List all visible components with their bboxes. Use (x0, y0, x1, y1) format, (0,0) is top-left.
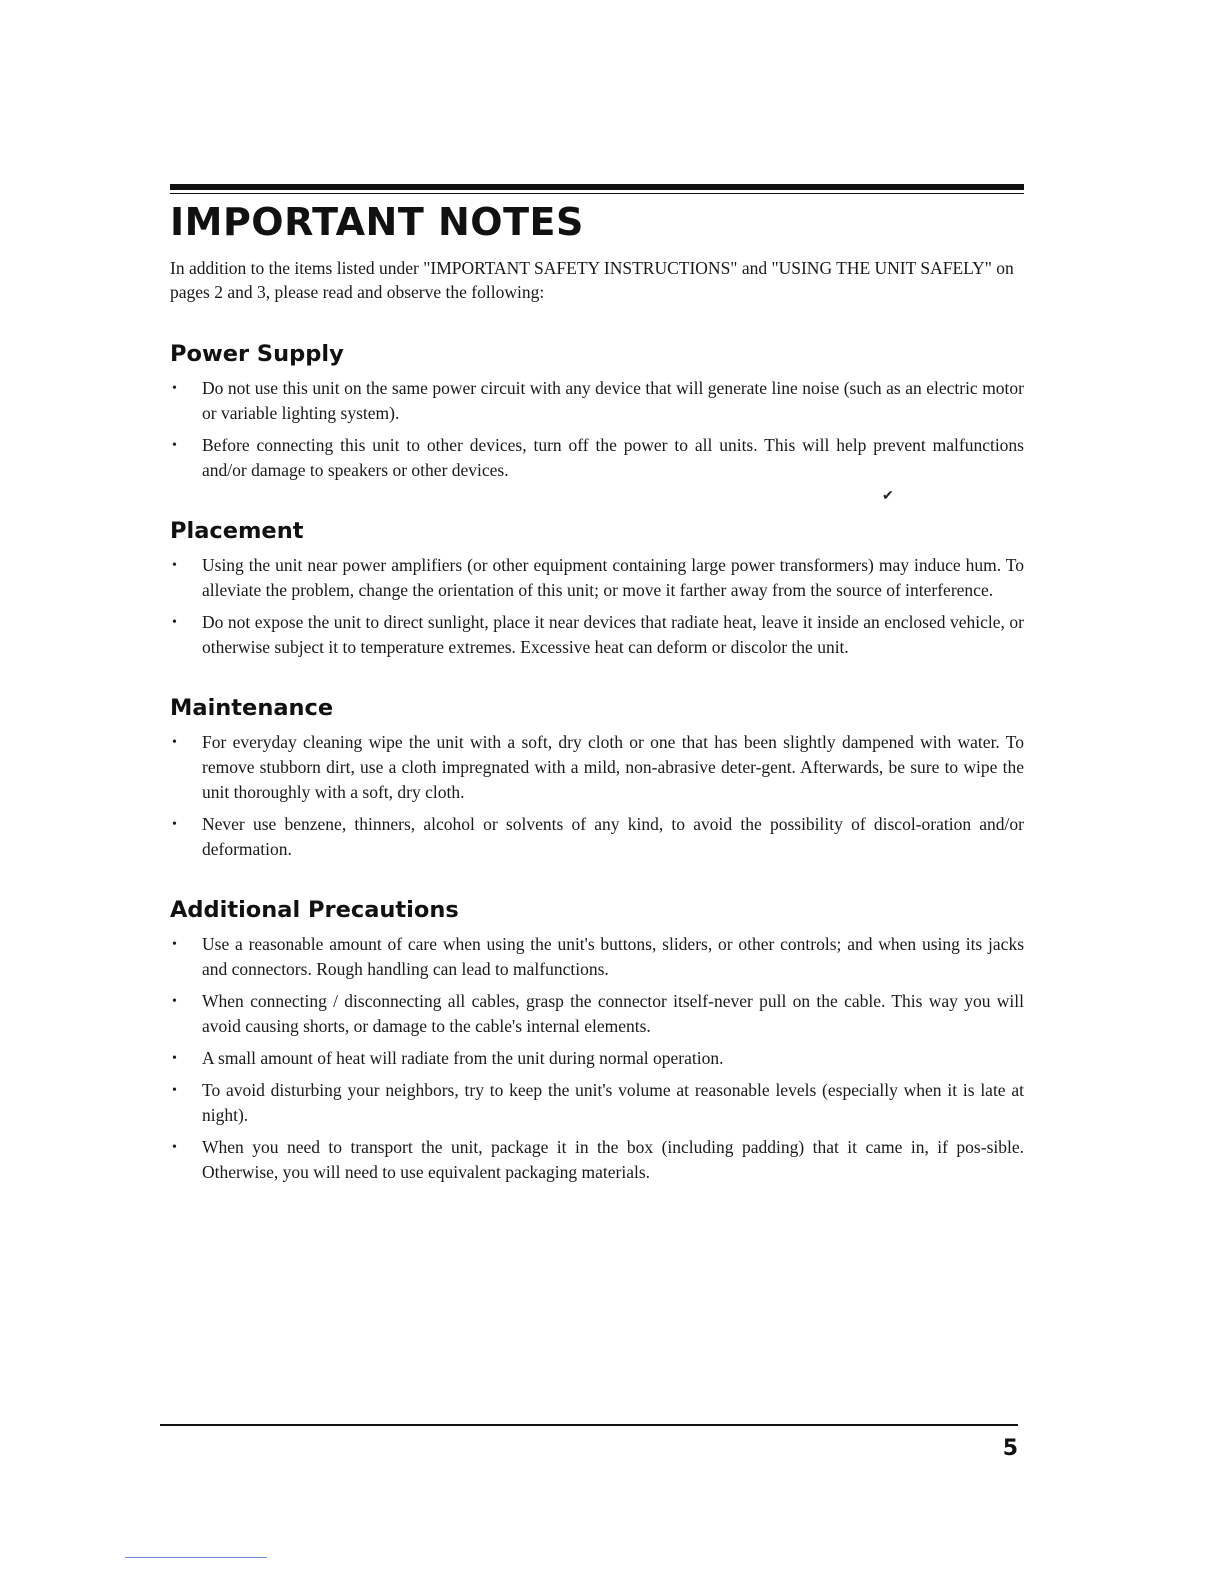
list-item-text: Do not use this unit on the same power circuit with any device that will generate line noise (such as an electric motor or variable lighting system). (202, 378, 1024, 423)
section-heading-power-supply: Power Supply (170, 341, 344, 367)
list-item (170, 1046, 1024, 1071)
additional-precautions-list (170, 932, 1024, 1185)
header-rule-thin (170, 193, 1024, 194)
bullet-icon: • (172, 735, 177, 750)
list-item-text: A small amount of heat will radiate from the unit during normal operation. (202, 1048, 724, 1068)
page-number: 5 (1002, 1436, 1018, 1461)
document-page (170, 184, 1024, 1192)
bullet-icon: • (172, 381, 177, 396)
list-item-text: To avoid disturbing your neighbors, try to keep the unit's volume at reasonable levels (especially when it is late at night). (202, 1080, 1024, 1125)
list-item-text: Never use benzene, thinners, alcohol or solvents of any kind, to avoid the possibility of discol-oration and/or deformation. (202, 814, 1024, 859)
list-item-text: Use a reasonable amount of care when using the unit's buttons, sliders, or other controls; and when using its jacks and connectors. Rough handling can lead to malfunctions. (202, 934, 1024, 979)
list-item-text: When you need to transport the unit, package it in the box (including padding) that it came in, if pos-sible. Otherwise, you will need to use equivalent packaging materials. (202, 1137, 1024, 1182)
list-item (170, 812, 1024, 862)
list-item-text: Using the unit near power amplifiers (or other equipment containing large power transformers) may induce hum. To alleviate the problem, change the orientation of this unit; or move it farther away from the source of interference. (202, 555, 1024, 600)
power-supply-list (170, 376, 1024, 483)
footer-rule (160, 1424, 1018, 1426)
intro-paragraph: In addition to the items listed under "IMPORTANT SAFETY INSTRUCTIONS" and "USING THE UNIT SAFELY" on pages 2 and 3, please read and observe the following: (170, 258, 1014, 302)
section-heading-maintenance: Maintenance (170, 695, 334, 721)
list-item (170, 932, 1024, 982)
list-item (170, 1078, 1024, 1128)
scan-edge-line (125, 1557, 267, 1558)
section-heading-placement: Placement (170, 518, 304, 544)
list-item (170, 730, 1024, 805)
bullet-icon: • (172, 1140, 177, 1155)
list-item (170, 610, 1024, 660)
placement-list (170, 553, 1024, 660)
list-item-text: Do not expose the unit to direct sunlight, place it near devices that radiate heat, leave it inside an enclosed vehicle, or otherwise subject it to temperature extremes. Excessive heat can deform or discolor the unit. (202, 612, 1024, 657)
bullet-icon: • (172, 1051, 177, 1066)
list-item-text: For everyday cleaning wipe the unit with a soft, dry cloth or one that has been slightly dampened with water. To remove stubborn dirt, use a cloth impregnated with a mild, non-abrasive deter-gent. Afterwards, be sure to wipe the unit thoroughly with a soft, dry cloth. (202, 732, 1024, 802)
bullet-icon: • (172, 1083, 177, 1098)
maintenance-list (170, 730, 1024, 862)
bullet-icon: • (172, 558, 177, 573)
bullet-icon: • (172, 817, 177, 832)
list-item (170, 1135, 1024, 1185)
section-heading-additional-precautions: Additional Precautions (170, 897, 459, 923)
bullet-icon: • (172, 438, 177, 453)
bullet-icon: • (172, 937, 177, 952)
list-item (170, 989, 1024, 1039)
header-rule-thick (170, 184, 1024, 190)
page-title: IMPORTANT NOTES (170, 200, 584, 244)
bullet-icon: • (172, 994, 177, 1009)
list-item (170, 433, 1024, 483)
bullet-icon: • (172, 615, 177, 630)
check-mark-icon: ✔ (882, 489, 894, 504)
list-item (170, 376, 1024, 426)
list-item-text: When connecting / disconnecting all cables, grasp the connector itself-never pull on the cable. This way you will avoid causing shorts, or damage to the cable's internal elements. (202, 991, 1024, 1036)
list-item-text: Before connecting this unit to other devices, turn off the power to all units. This will help prevent malfunctions and/or damage to speakers or other devices. (202, 435, 1024, 480)
list-item (170, 553, 1024, 603)
